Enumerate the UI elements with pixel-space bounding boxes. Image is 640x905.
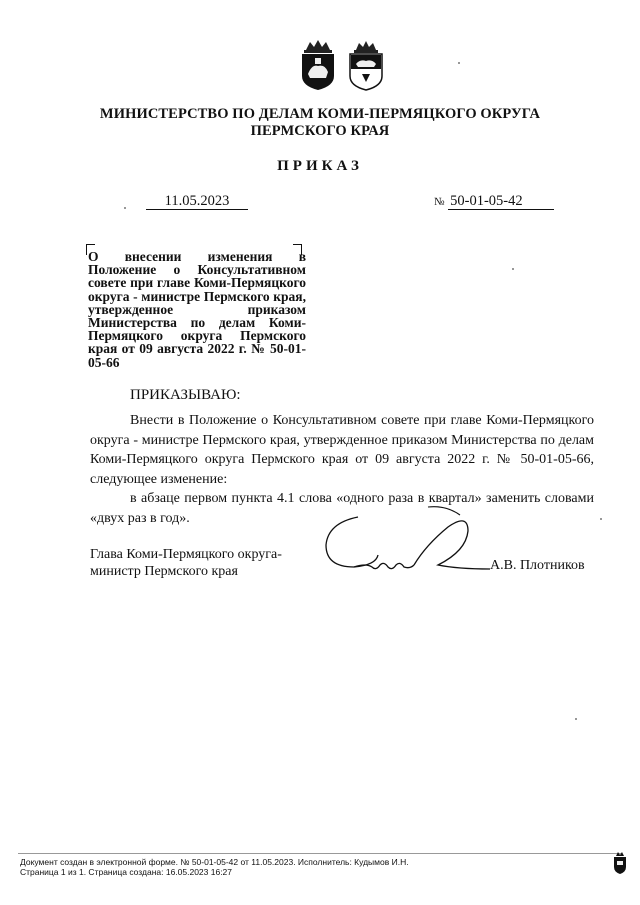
number-sign: № xyxy=(434,196,445,208)
signer-name: А.В. Плотников xyxy=(490,558,585,573)
signer-title xyxy=(90,546,282,580)
perm-krai-coat-of-arms-icon xyxy=(298,40,338,92)
body-paragraph-2: в абзаце первом пункта 4.1 слова «одного раза в квартал» заменить словами «двух раз в год». xyxy=(90,491,594,526)
ministry-name-line2: ПЕРМСКОГО КРАЯ xyxy=(250,123,390,139)
signer-title-line1: Глава Коми-Пермяцкого округа- xyxy=(90,547,282,562)
order-date: 11.05.2023 xyxy=(146,193,248,210)
signer-title-line2: министр Пермского края xyxy=(90,564,238,579)
order-number-block xyxy=(434,193,554,210)
footer-divider xyxy=(18,853,622,854)
footer-line-2: Страница 1 из 1. Страница создана: 16.05.2023 16:27 xyxy=(20,867,233,877)
doc-type-title: ПРИКАЗ xyxy=(277,158,363,174)
order-subject: О внесении изменения в Положение о Консультативном совете при главе Коми-Пермяцкого округа - министре Пермского края, утвержденное приказом Министерства по делам Коми-Пермяцкого округа Пермского края от 09 августа 2022 г. № 50-01-05-66 xyxy=(88,249,306,370)
scan-speck xyxy=(124,207,126,209)
body-paragraph-1: Внести в Положение о Консультативном совете при главе Коми-Пермяцкого округа - министре Пермского края, утвержденное приказом Министерства по делам Коми-Пермяцкого округа Пермского края от 09 августа 2022 г. № 50-01-05-66, следующее изменение: xyxy=(90,413,594,487)
scan-speck xyxy=(575,718,577,720)
footer-line-1: Документ создан в электронной форме. № 50-01-05-42 от 11.05.2023. Исполнитель: Кудымов И.Н. xyxy=(20,857,409,867)
ministry-name-line1: МИНИСТЕРСТВО ПО ДЕЛАМ КОМИ-ПЕРМЯЦКОГО ОКРУГА xyxy=(99,106,541,122)
handwritten-signature xyxy=(318,505,498,585)
footer-emblem-icon xyxy=(612,852,628,874)
footer xyxy=(20,857,409,877)
decree-word: ПРИКАЗЫВАЮ: xyxy=(130,387,241,403)
scan-speck xyxy=(458,62,460,64)
scan-speck xyxy=(600,518,602,520)
scan-speck xyxy=(512,268,514,270)
komi-permyak-coat-of-arms-icon xyxy=(346,40,386,92)
order-number: 50-01-05-42 xyxy=(448,193,554,210)
